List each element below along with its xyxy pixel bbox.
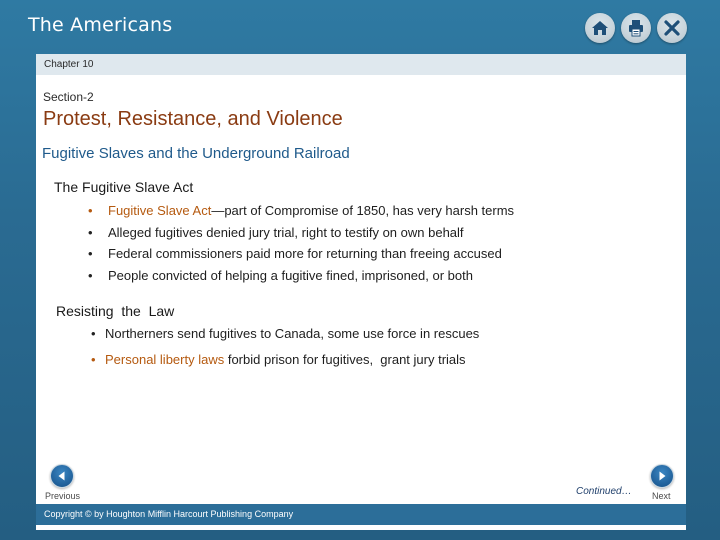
app-title: The Americans xyxy=(28,14,173,36)
list-item xyxy=(91,351,479,377)
bullet-icon: • xyxy=(88,267,93,283)
next-label[interactable]: Next xyxy=(652,491,671,501)
fugitive-slave-act-list xyxy=(88,202,515,288)
copyright-text: Copyright © by Houghton Mifflin Harcourt Publishing Company xyxy=(44,509,294,519)
section-label: Section-2 xyxy=(43,90,94,104)
list-item-text: —part of Compromise of 1850, has very harsh terms xyxy=(211,203,515,218)
bullet-icon: • xyxy=(91,352,96,367)
list-item-text: Alleged fugitives denied jury trial, right to testify on own behalf xyxy=(108,224,464,240)
key-term: Personal liberty laws xyxy=(105,352,225,367)
slide-content xyxy=(36,54,686,530)
previous-label[interactable]: Previous xyxy=(45,491,81,501)
footer-bar xyxy=(36,504,686,525)
bullet-icon: • xyxy=(88,224,93,240)
page-title: Protest, Resistance, and Violence xyxy=(43,108,343,130)
chapter-bar xyxy=(36,54,686,75)
chapter-label: Chapter 10 xyxy=(44,59,94,70)
home-button[interactable] xyxy=(585,13,615,43)
print-button[interactable] xyxy=(621,13,651,43)
bullet-icon: • xyxy=(91,326,96,341)
page-subtitle: Fugitive Slaves and the Underground Railroad xyxy=(42,145,350,162)
list-item-text: Northerners send fugitives to Canada, some use force in rescues xyxy=(105,326,480,341)
fugitive-slave-act-heading: The Fugitive Slave Act xyxy=(54,179,194,195)
home-icon xyxy=(590,18,610,38)
close-button[interactable] xyxy=(657,13,687,43)
bullet-icon: • xyxy=(88,203,93,218)
continued-label: Continued… xyxy=(576,486,632,497)
print-icon xyxy=(626,18,646,38)
list-item xyxy=(88,267,514,289)
list-item xyxy=(88,245,514,267)
list-item xyxy=(91,325,480,351)
arrow-left-icon xyxy=(56,470,68,482)
list-item-text: forbid prison for fugitives, grant jury trials xyxy=(224,352,466,367)
list-item-text: People convicted of helping a fugitive fined, imprisoned, or both xyxy=(108,267,473,283)
close-icon xyxy=(662,18,682,38)
bullet-icon: • xyxy=(88,246,93,261)
arrow-right-icon xyxy=(656,470,668,482)
list-item xyxy=(88,202,515,224)
key-term: Fugitive Slave Act xyxy=(108,203,212,218)
previous-button[interactable] xyxy=(50,464,74,488)
resisting-law-heading: Resisting the Law xyxy=(56,303,175,319)
list-item xyxy=(88,224,514,246)
next-button[interactable] xyxy=(650,464,674,488)
list-item-text: Federal commissioners paid more for returning than freeing accused xyxy=(108,246,502,261)
resisting-law-list xyxy=(91,325,480,377)
